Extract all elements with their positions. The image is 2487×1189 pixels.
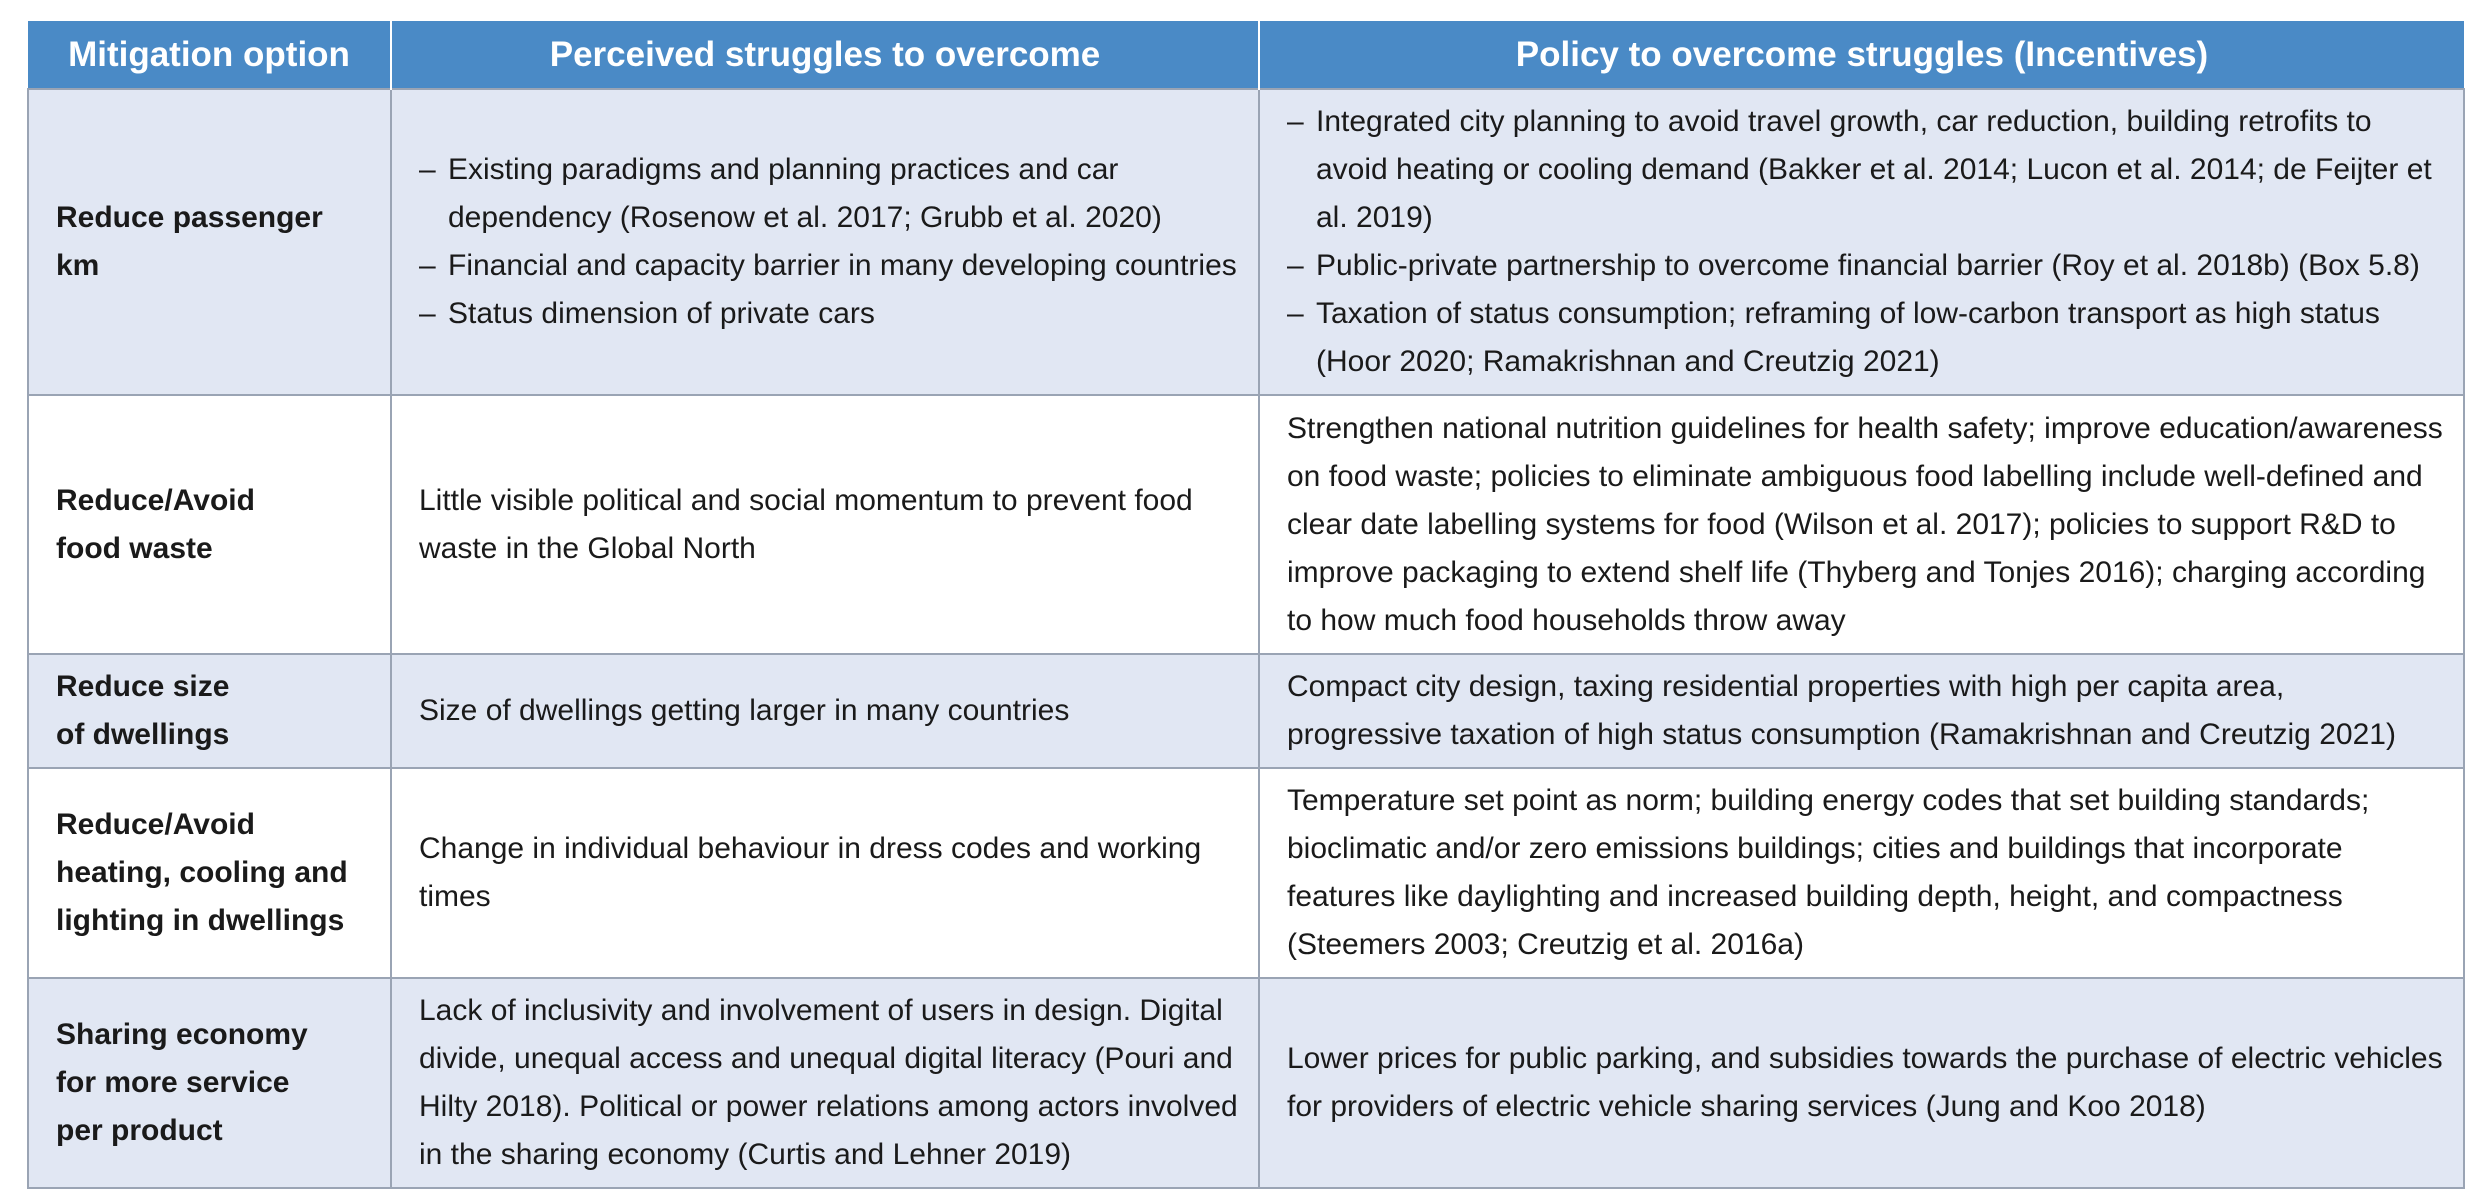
policy-cell: Compact city design, taxing residential properties with high per capita area, progressive taxation of high status consumption (Ramakrishnan and Creutzig 2021) [1259,654,2464,768]
struggles-list-item: – Financial and capacity barrier in many developing countries [419,242,1240,290]
struggles-list-item: – Existing paradigms and planning practices and car dependency (Rosenow et al. 2017; Grubb et al. 2020) [419,146,1240,242]
option-line: heating, cooling and [56,856,348,889]
struggles-cell [391,89,1259,395]
policy-list-item: – Integrated city planning to avoid travel growth, car reduction, building retrofits to avoid heating or cooling demand (Bakker et al. 2014; Lucon et al. 2014; de Feijter et al. 2019) [1287,98,2445,242]
option-line: of dwellings [56,718,230,751]
policy-cell: Temperature set point as norm; building energy codes that set building standards; bioclimatic and/or zero emissions buildings; cities and buildings that incorporate features like daylighting and increased building depth, height, and compactness (Steemers 2003; Creutzig et al. 2016a) [1259,768,2464,978]
option-line: Reduce size [56,670,230,703]
option-line: Reduce/Avoid [56,808,255,841]
mitigation-option-cell [28,978,391,1188]
option-line: Reduce passenger km [56,201,323,282]
struggles-cell: Lack of inclusivity and involvement of users in design. Digital divide, unequal access and unequal digital literacy (Pouri and Hilty 2018). Political or power relations among actors involved in the sharing economy (Curtis and Lehner 2019) [391,978,1259,1188]
struggles-cell: Little visible political and social momentum to prevent food waste in the Global North [391,395,1259,654]
option-line: Reduce/Avoid [56,483,255,517]
struggles-list-item: – Status dimension of private cars [419,290,1240,338]
header-policy: Policy to overcome struggles (Incentives) [1259,21,2464,89]
option-line: lighting in dwellings [56,904,345,937]
policy-list [1287,98,2445,386]
policy-cell: Strengthen national nutrition guidelines for health safety; improve education/awareness on food waste; policies to eliminate ambiguous food labelling include well-defined and clear date labelling systems for food (Wilson et al. 2017); policies to support R&D to improve packaging to extend shelf life (Thyberg and Tonjes 2016); charging according to how much food households throw away [1259,395,2464,654]
table-row-reduce-passenger-km [28,89,2464,395]
option-line: Sharing economy [56,1018,308,1051]
table-row-sharing-economy [28,978,2464,1188]
policy-list-item: – Taxation of status consumption; reframing of low-carbon transport as high status (Hoor 2020; Ramakrishnan and Creutzig 2021) [1287,290,2445,386]
table-row-reduce-heating-cooling-lighting [28,768,2464,978]
mitigation-option-cell [28,89,391,395]
struggles-cell: Size of dwellings getting larger in many countries [391,654,1259,768]
header-mitigation-option: Mitigation option [28,21,391,89]
policy-list-item: – Public-private partnership to overcome financial barrier (Roy et al. 2018b) (Box 5.8) [1287,242,2445,290]
header-perceived-struggles: Perceived struggles to overcome [391,21,1259,89]
mitigation-option-cell [28,395,391,654]
option-line: food waste [56,531,213,565]
mitigation-table [27,21,2465,1189]
policy-cell: Lower prices for public parking, and subsidies towards the purchase of electric vehicles for providers of electric vehicle sharing services (Jung and Koo 2018) [1259,978,2464,1188]
table-row-reduce-food-waste [28,395,2464,654]
struggles-list [419,146,1240,338]
mitigation-table-container [27,21,2463,1189]
mitigation-option-cell [28,768,391,978]
mitigation-option-cell [28,654,391,768]
struggles-cell: Change in individual behaviour in dress codes and working times [391,768,1259,978]
table-header-row [28,21,2464,89]
option-line: for more service [56,1066,290,1099]
policy-cell [1259,89,2464,395]
table-row-reduce-dwelling-size [28,654,2464,768]
option-line: per product [56,1114,223,1147]
